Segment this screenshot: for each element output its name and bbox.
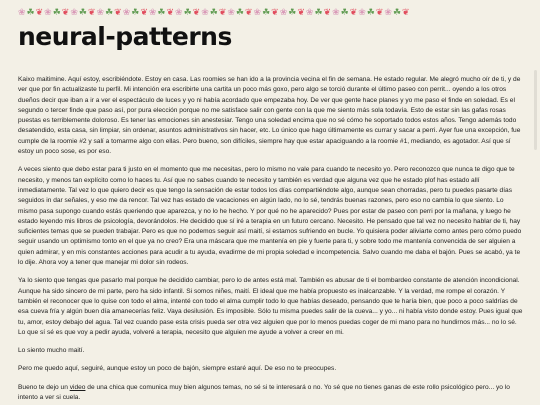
flower-icon: ❀ xyxy=(384,7,392,17)
bud-icon: ❦ xyxy=(35,7,44,17)
flower-icon: ❀ xyxy=(305,7,314,17)
flower-icon: ❀ xyxy=(175,7,183,17)
bud-icon: ❦ xyxy=(87,7,96,17)
bud-icon: ❦ xyxy=(349,7,358,17)
flower-icon: ❀ xyxy=(96,7,105,17)
post-paragraph-3: Ya lo siento que tengas que pasarlo mal porque he decidido cambiar, pero lo de antes está mal. También es abusar de ti el bombardeo constante de atención incondicional. Aunque ha sido sincero de mi parte, pero ha sido infantil. Si somos niñes, maití. El ideal que me había propuesto es inalcanzable. Y la verdad, me rompe el corazón. Y también el reconocer que lo quise con todo el alma, intenté con todo el alma cumplir todo lo que habías deseado, pensando que te haría bien, que poco a poco saldrías de esa cueva fría y algún buen día amanecerías feliz. Vaya desilusión. Es imposible. Sólo tu misma puedes salir de la cueva... y yo... ni había visto donde estoy. Pues igual que tu, amor, estoy debajo del agua. Tal vez cuando pase esta crisis pueda ser otra vez alguien que por lo menos puedas coger de mi mano para no hundirnos más... no lo sé. Lo que sí sé es que voy a pedir ayuda, volveré a terapia, necesito que alguien me ayude a volver a creer en mi. xyxy=(18,277,523,336)
bud-icon: ❦ xyxy=(192,7,201,17)
post-paragraph-1: Kaixo maitimine. Aquí estoy, escribiéndote. Estoy en casa. Las roomies se han ido a la provincia vecina el fin de semana. He estado regular. Me alegró mucho oír de ti, y de ver que por fin actualizaste tu perfil. Mi intención era escribirte una cartita un poco más goxo, pero algo se torció durante el último paseo con perrit... oyendo a los otros dueños decir que iban a ir a ver el espectáculo de luces y yo ni había acordado que empezaba hoy. De ver que gente hace planes y yo me paso el finde en soledad. Es el segundo o tercer finde que paso así, por pura elección porque no me satisface salir con gente con la que me siento más sola todavía. Esto de estar sin las gafas rosas puestas es terriblemente doloroso. Es tener las emociones sin anestesiar. Tengo una soledad encima que no sé cómo he soportado todos estos años. Tengo además todo desatendido, esta casa, sin limpiar, sin ordenar, asuntos administrativos sin hacer, etc. Lo único que hago últimamente es currar y sacar a perri. Ayer fue una excepción, fue cumple de la roomie #2 y salí a tomarme algo con ellas. Pero bueno, son difíciles, siempre hay que estar apaciguando a la roomie #1, mediando, es agotador. Así que sí estoy un poco sose, es por eso. xyxy=(18,76,521,156)
leaf-icon: ☘ xyxy=(392,7,402,17)
flower-icon: ❀ xyxy=(358,7,366,17)
flower-icon: ❀ xyxy=(201,7,209,17)
paragraph-text-before-link: Bueno te dejo un xyxy=(18,383,70,391)
flower-icon: ❀ xyxy=(70,7,78,17)
flower-icon: ❀ xyxy=(253,7,262,17)
leaf-icon: ☘ xyxy=(209,7,218,17)
leaf-icon: ☘ xyxy=(235,7,244,17)
post-paragraph-5: Pero me quedo aquí, seguiré, aunque estoy un poco de bajón, siempre estaré aquí. De eso no te preocupes. xyxy=(18,365,337,373)
flower-icon: ❀ xyxy=(122,7,131,17)
blog-title[interactable]: neural-patterns xyxy=(18,22,232,51)
bud-icon: ❦ xyxy=(323,7,332,17)
flower-icon: ❀ xyxy=(279,7,288,17)
leaf-icon: ☘ xyxy=(78,7,87,17)
bud-icon: ❦ xyxy=(61,7,70,17)
leaf-icon: ☘ xyxy=(366,7,375,17)
video-link[interactable]: video xyxy=(69,383,86,391)
bud-icon: ❦ xyxy=(245,7,253,17)
page-scrollbar[interactable] xyxy=(534,70,537,400)
post-body xyxy=(18,75,523,405)
bud-icon: ❦ xyxy=(402,7,410,17)
bud-icon: ❦ xyxy=(375,7,384,17)
leaf-icon: ☘ xyxy=(105,7,114,17)
flower-icon: ❀ xyxy=(148,7,157,17)
post-paragraph-2: A veces siento que debo estar para ti justo en el momento que me necesitas, pero lo mismo no vale para cuando te necesito yo. Pero reconozco que nunca te digo que te necesito, y menos tan explícito como lo haces tu. Así que no sabes cuando te necesito y también es verdad que alguna vez que he estado plof has estado allí inmediatamente. Tal vez lo que quiero decir es que tengo la sensación de estar todos los días compartiéndote algo, aunque sean chorradas, pero tu puedes pasarte días seguidos in dar señales, y eso me da rencor. Tal vez has estado de vacaciones en algún lado, no lo sé, tendrás buenas razones, pero eso no cambia lo que siento. Lo mismo pasa supongo cuando estás queriendo que aparezca, y no lo he hecho. Y por qué no he aparecido? Pues por estar de paseo con perri por la mañana, y luego he estado leyendo mis libros de psicología, devorándolos. He decidido que sí iré a terapia en un futuro cercano. Necesito. He pensado que tal vez no necesito hablar de ti, hay suficientes temas que se pueden trabajar. Pero es que no podemos seguir así maití, si estamos sufriendo en bucle. Yo quisiera poder aliviarte como antes pero cómo puedo seguir usando un optimismo tonto en el que ya no creo? Era una máscara que me mantenía en pie y fuerte para ti, y sobre todo me mantenía convencida de ser alguien a quien admirar, y en mis constantes acciones para acudir a tu ayuda, evadirme de mi propia soledad e incompetencia. Salvo cuando me daba el bajón. Pues se acabó, ya te lo dije. Ahora voy a tener que manejar mi dolor sin rodeos. xyxy=(18,166,522,267)
bud-icon: ❦ xyxy=(218,7,227,17)
flower-icon: ❀ xyxy=(44,7,52,17)
post-paragraph-4: Lo siento mucho maití. xyxy=(18,347,85,355)
bud-icon: ❦ xyxy=(140,7,148,17)
leaf-icon: ☘ xyxy=(183,7,192,17)
leaf-icon: ☘ xyxy=(52,7,61,17)
flower-icon: ❀ xyxy=(332,7,340,17)
leaf-icon: ☘ xyxy=(340,7,349,17)
bud-icon: ❦ xyxy=(297,7,305,17)
flower-icon: ❀ xyxy=(18,7,26,17)
leaf-icon: ☘ xyxy=(262,7,271,17)
flower-icon: ❀ xyxy=(227,7,235,17)
leaf-icon: ☘ xyxy=(157,7,166,17)
decorative-border xyxy=(18,6,522,18)
scrollbar-thumb[interactable] xyxy=(534,70,537,150)
bud-icon: ❦ xyxy=(114,7,122,17)
leaf-icon: ☘ xyxy=(26,7,35,17)
post-paragraph-6 xyxy=(18,383,523,404)
leaf-icon: ☘ xyxy=(314,7,323,17)
bud-icon: ❦ xyxy=(166,7,175,17)
paragraph-text-after-link: de una chica que comunica muy bien algunos temas, no sé si te interesará o no. Yo sé que no tienes ganas de este rollo psicológico pero... yo lo intento a ver si cuela. xyxy=(18,383,510,402)
bud-icon: ❦ xyxy=(271,7,279,17)
leaf-icon: ☘ xyxy=(288,7,297,17)
leaf-icon: ☘ xyxy=(131,7,140,17)
